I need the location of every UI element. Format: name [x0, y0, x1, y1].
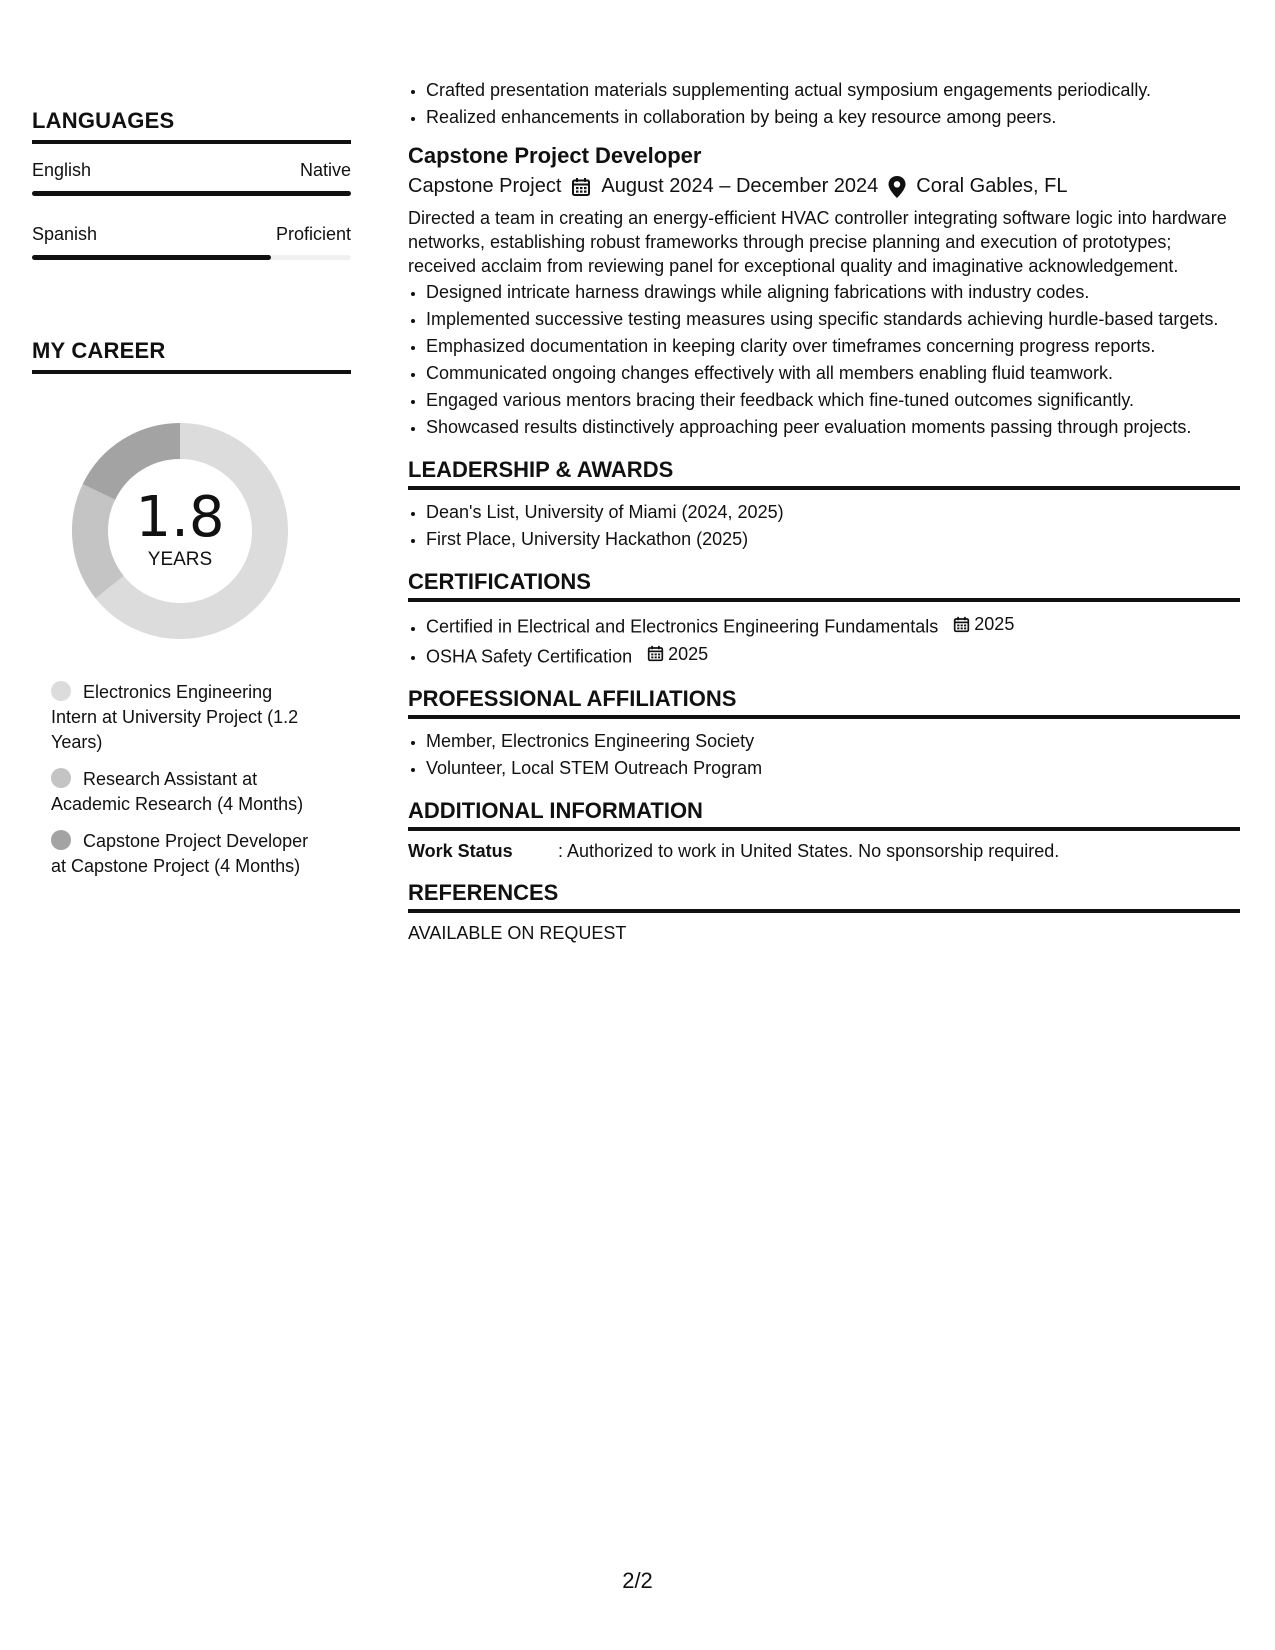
bullet-item: • Crafted presentation materials supplementing actual symposium engagements periodically.: [426, 78, 1240, 102]
languages-section: [32, 108, 351, 260]
work-status-row: [408, 841, 1240, 862]
affiliations-list: [408, 729, 1240, 780]
career-title: MY CAREER: [32, 338, 351, 374]
certification-year: 2025: [974, 614, 1015, 634]
certifications-title: CERTIFICATIONS: [408, 569, 1240, 602]
legend-dot: [51, 768, 71, 788]
legend-dot: [51, 830, 71, 850]
certifications-section: [408, 569, 1240, 668]
calendar-icon: [647, 645, 664, 662]
leadership-title: LEADERSHIP & AWARDS: [408, 457, 1240, 490]
language-level: Proficient: [275, 224, 351, 244]
affiliations-section: [408, 686, 1240, 780]
legend-item: [51, 680, 321, 755]
award-item: • First Place, University Hackathon (2025): [426, 527, 1240, 551]
language-item: [32, 160, 351, 196]
language-proficiency-fill: [32, 191, 351, 196]
affiliation-item: • Member, Electronics Engineering Society: [426, 729, 1240, 753]
leadership-list: [408, 500, 1240, 551]
legend-item: [51, 829, 321, 879]
previous-job-bullets: [408, 78, 1240, 129]
references-title: REFERENCES: [408, 880, 1240, 913]
certification-name: OSHA Safety Certification: [426, 646, 633, 666]
work-status-label: Work Status: [408, 841, 513, 861]
job-location: Coral Gables, FL: [916, 175, 1068, 197]
map-pin-icon: [888, 176, 906, 198]
job-bullets: [408, 280, 1240, 439]
certification-item: [426, 642, 1240, 669]
career-donut-chart: [65, 416, 295, 646]
leadership-section: [408, 457, 1240, 551]
language-proficiency-bar: [32, 255, 351, 260]
language-name: English: [32, 160, 92, 180]
career-legend: [51, 680, 321, 879]
language-level: Native: [299, 160, 351, 180]
legend-item: [51, 767, 321, 817]
legend-label: Research Assistant at Academic Research (4 Months): [51, 769, 304, 814]
donut-center: [65, 485, 295, 571]
certification-year: 2025: [668, 643, 709, 664]
work-status-value: : Authorized to work in United States. No sponsorship required.: [558, 841, 1060, 861]
job-title: Capstone Project Developer: [408, 143, 702, 168]
page-number: 2/2: [622, 1568, 653, 1593]
additional-info-section: [408, 798, 1240, 862]
languages-title: LANGUAGES: [32, 108, 351, 144]
bullet-item: • Communicated ongoing changes effectively with all members enabling fluid teamwork.: [426, 361, 1240, 385]
calendar-icon: [571, 177, 591, 197]
career-total-unit: YEARS: [147, 549, 213, 570]
job-entry: [408, 143, 1240, 439]
certification-name: Certified in Electrical and Electronics Engineering Fundamentals: [426, 616, 939, 637]
job-company: Capstone Project: [408, 175, 562, 197]
bullet-item: • Implemented successive testing measures using specific standards achieving hurdle-based targets.: [426, 307, 1240, 331]
bullet-item: • Showcased results distinctively approaching peer evaluation moments passing through projects.: [426, 415, 1240, 439]
right-column: [408, 78, 1240, 944]
language-item: [32, 224, 351, 260]
bullet-item: • Designed intricate harness drawings while aligning fabrications with industry codes.: [426, 280, 1240, 304]
bullet-item: • Realized enhancements in collaboration by being a key resource among peers.: [426, 105, 1240, 129]
bullet-item: • Emphasized documentation in keeping clarity over timeframes concerning progress reports.: [426, 334, 1240, 358]
certification-item: [426, 612, 1240, 639]
bullet-item: • Engaged various mentors bracing their feedback which fine-tuned outcomes significantly.: [426, 388, 1240, 412]
job-meta: [408, 175, 1240, 198]
references-text: AVAILABLE ON REQUEST: [408, 923, 627, 943]
award-item: • Dean's List, University of Miami (2024, 2025): [426, 500, 1240, 524]
language-proficiency-bar: [32, 191, 351, 196]
job-dates: August 2024 – December 2024: [601, 175, 879, 197]
certifications-list: [408, 612, 1240, 668]
career-total-value: 1.8: [135, 485, 225, 550]
legend-label: Capstone Project Developer at Capstone Project (4 Months): [51, 831, 309, 876]
legend-label: Electronics Engineering Intern at University Project (1.2 Years): [51, 682, 299, 752]
career-section: [32, 338, 351, 879]
job-description: Directed a team in creating an energy-efficient HVAC controller integrating software logic into hardware networks, establishing robust frameworks through precise planning and execution of prototypes; received acclaim from reviewing panel for exceptional quality and imaginative acknowledgement.: [408, 208, 1227, 276]
calendar-icon: [953, 616, 970, 633]
language-name: Spanish: [32, 224, 98, 244]
references-section: [408, 880, 1240, 944]
affiliation-item: • Volunteer, Local STEM Outreach Program: [426, 756, 1240, 780]
legend-dot: [51, 681, 71, 701]
affiliations-title: PROFESSIONAL AFFILIATIONS: [408, 686, 1240, 719]
left-column: [32, 108, 351, 891]
language-proficiency-fill: [32, 255, 271, 260]
additional-info-title: ADDITIONAL INFORMATION: [408, 798, 1240, 831]
